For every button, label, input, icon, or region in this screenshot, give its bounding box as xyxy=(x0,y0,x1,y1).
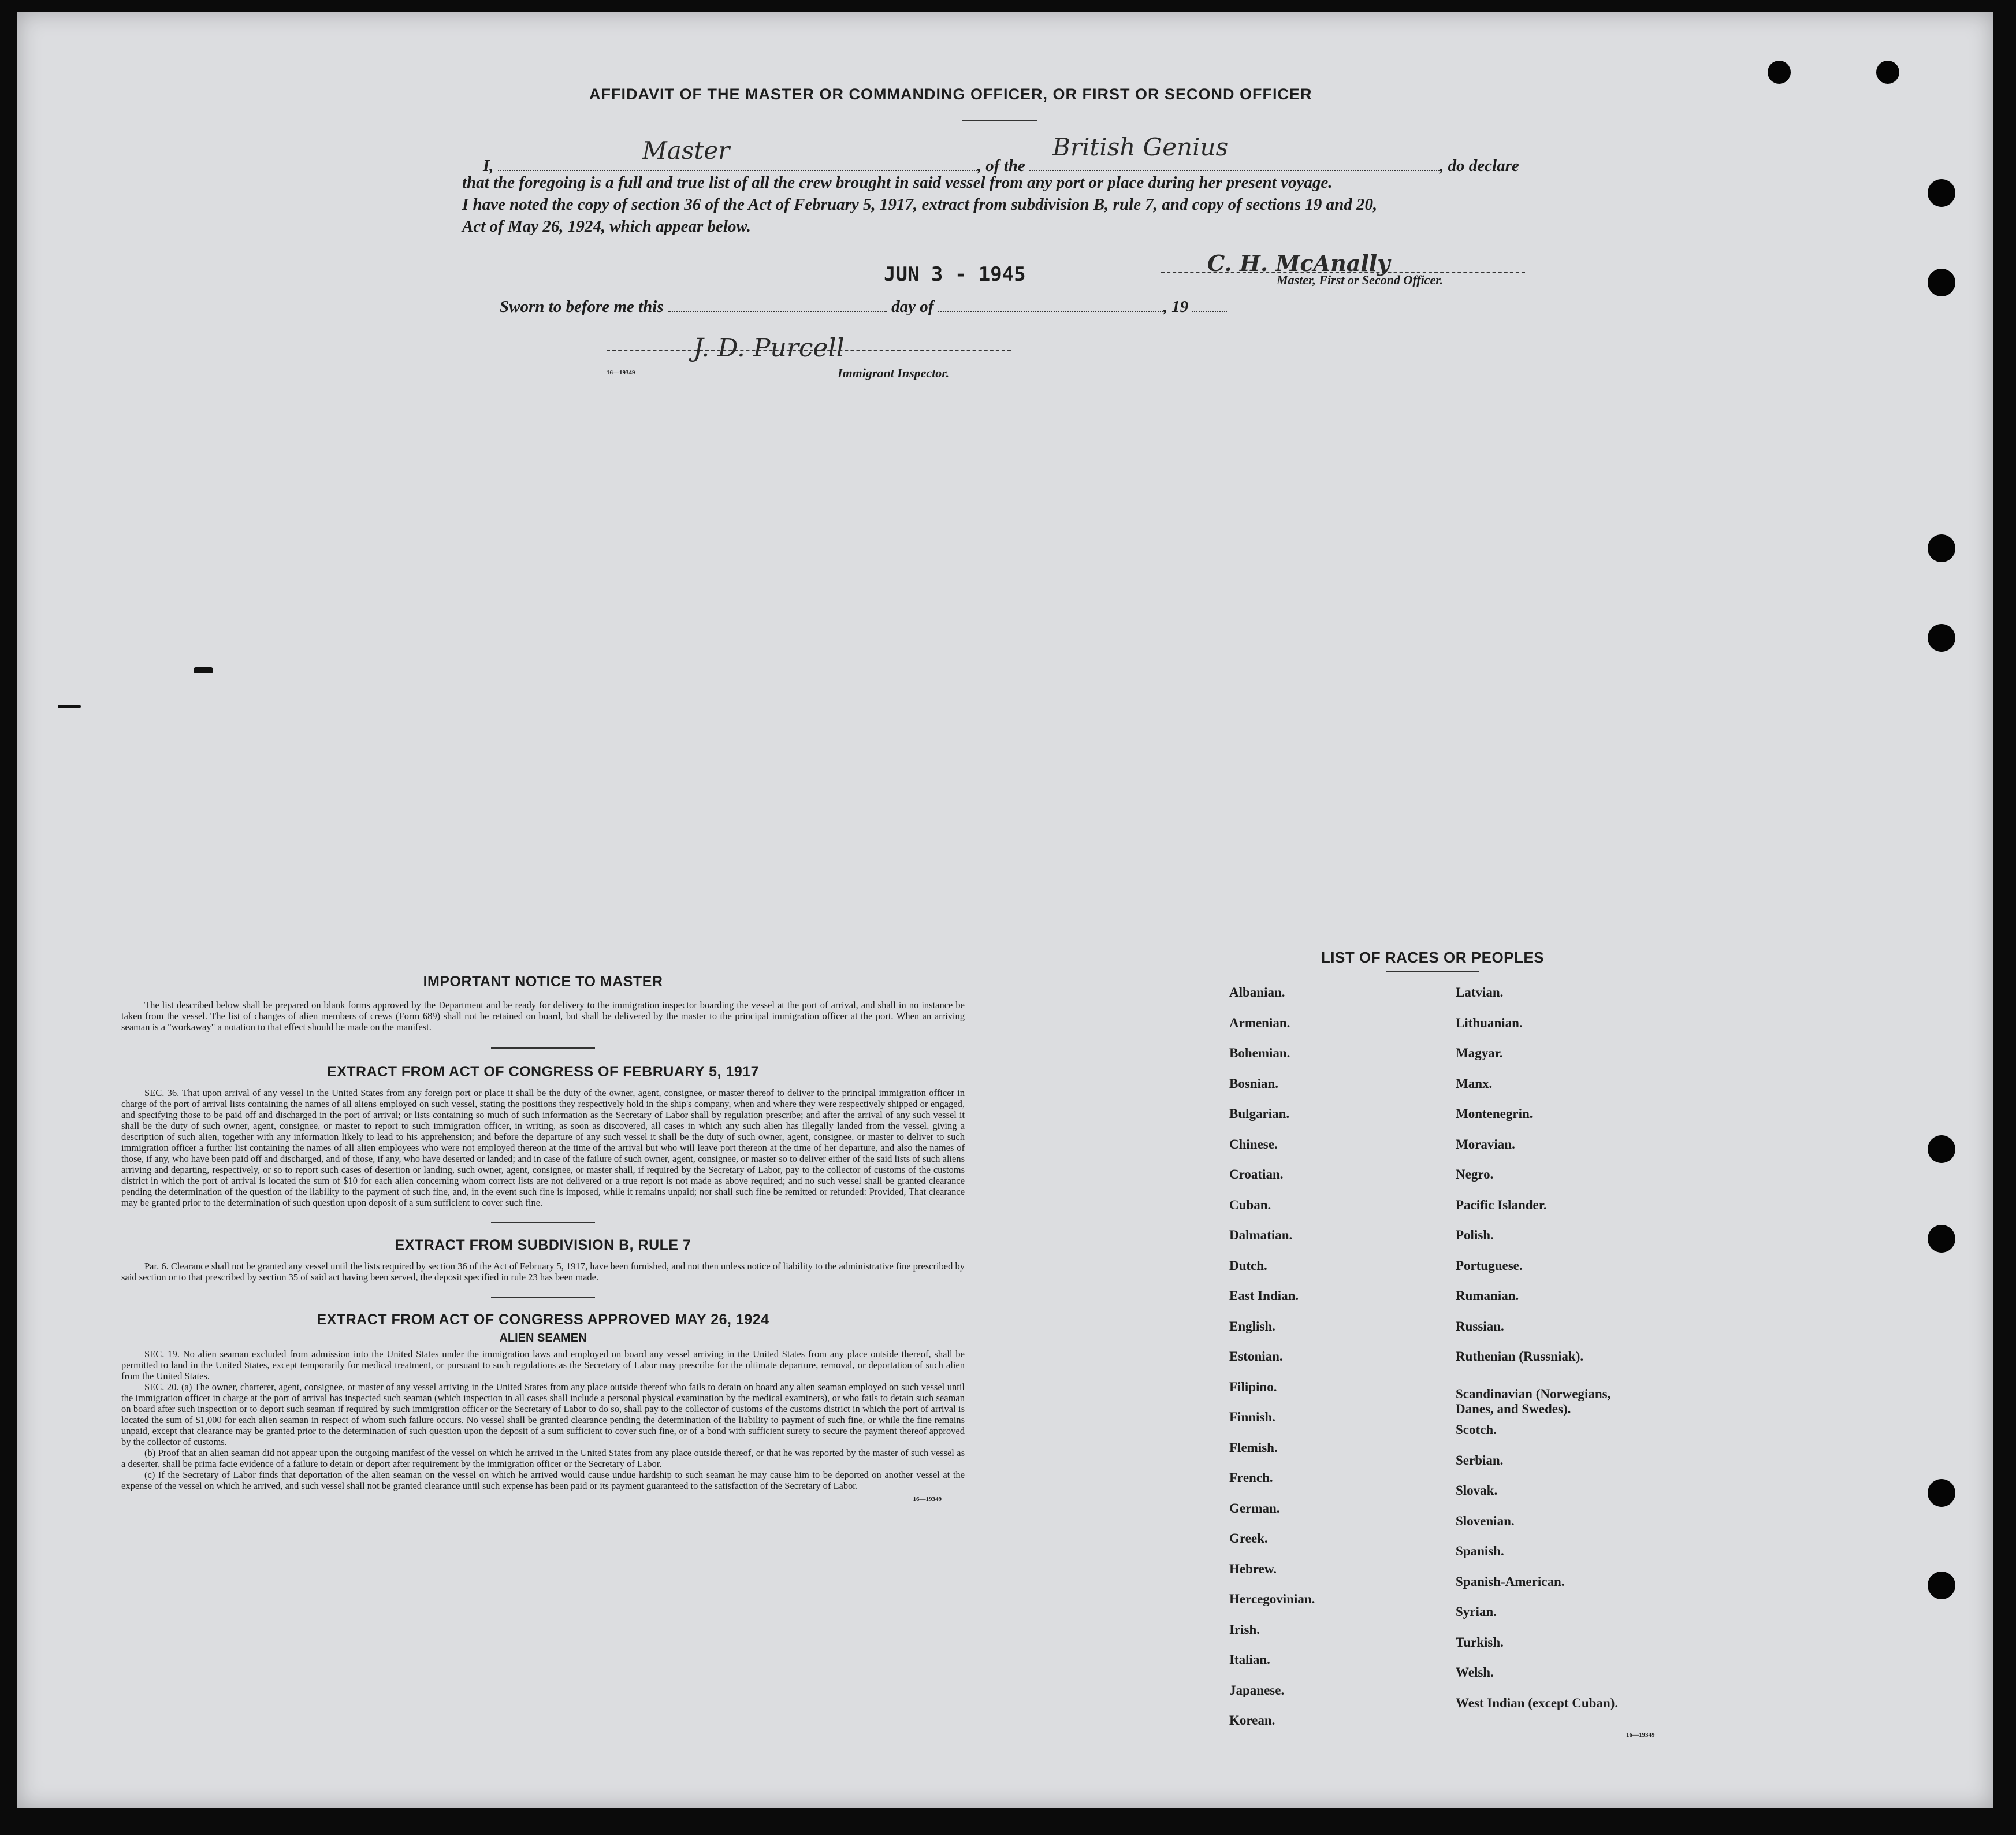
races-form-number: 16—19349 xyxy=(1626,1732,1655,1739)
race-item: Moravian. xyxy=(1456,1136,1515,1151)
punch-hole xyxy=(1928,269,1955,296)
race-item: Finnish. xyxy=(1229,1410,1275,1424)
race-item: Syrian. xyxy=(1456,1604,1497,1619)
document-sheet xyxy=(17,12,1993,1808)
race-item: Chinese. xyxy=(1229,1136,1278,1151)
punch-hole xyxy=(1768,61,1791,84)
race-item: Armenian. xyxy=(1229,1015,1290,1030)
punch-hole xyxy=(1928,1572,1955,1599)
form-number: 16—19349 xyxy=(607,369,635,376)
race-item: Magyar. xyxy=(1456,1046,1503,1060)
master-label: Master, First or Second Officer. xyxy=(1277,273,1444,287)
race-item: French. xyxy=(1229,1470,1273,1485)
race-item: Serbian. xyxy=(1456,1453,1504,1468)
punch-hole xyxy=(1928,179,1955,207)
date-stamp: JUN 3 - 1945 xyxy=(884,263,1026,286)
race-item: Irish. xyxy=(1229,1622,1260,1637)
race-item: Scandinavian (Norwegians, Danes, and Swedes). xyxy=(1456,1386,1611,1416)
race-item: Bulgarian. xyxy=(1229,1106,1290,1121)
title-divider xyxy=(962,120,1037,121)
race-item: West Indian (except Cuban). xyxy=(1456,1695,1619,1710)
scan-mark xyxy=(58,705,81,708)
race-item: Albanian. xyxy=(1229,985,1285,1000)
race-item: Welsh. xyxy=(1456,1665,1494,1680)
race-item: Pacific Islander. xyxy=(1456,1197,1547,1212)
rule-7-title: EXTRACT FROM SUBDIVISION B, RULE 7 xyxy=(395,1237,691,1253)
race-item: Spanish. xyxy=(1456,1544,1504,1558)
race-item: Croatian. xyxy=(1229,1167,1284,1182)
race-item: Slovenian. xyxy=(1456,1513,1515,1528)
race-item: Bosnian. xyxy=(1229,1076,1279,1091)
race-item: Dalmatian. xyxy=(1229,1228,1293,1242)
master-signature-block xyxy=(1161,246,1537,288)
sworn-line xyxy=(500,298,1227,317)
races-divider xyxy=(1386,971,1479,972)
vessel-handwritten: British Genius xyxy=(1052,133,1229,161)
sec-19-text: SEC. 19. No alien seaman excluded from admission into the United States under the immigration laws and employed on board any vessel arriving in the United States from any place outside thereof, shall be permitted to land in the United States, except temporarily for medical treatment, or pursuant to such regulations as the Secretary of Labor may prescribe for the ultimate departure, removal, or deportation of such alien from the United States. xyxy=(121,1349,965,1381)
race-item: Latvian. xyxy=(1456,985,1504,1000)
race-item: Flemish. xyxy=(1229,1440,1278,1455)
race-item: Montenegrin. xyxy=(1456,1106,1533,1121)
affidavit-line-1 xyxy=(483,133,1519,176)
master-signature: C. H. McAnally xyxy=(1207,250,1390,276)
punch-hole xyxy=(1928,534,1955,562)
race-item: Manx. xyxy=(1456,1076,1493,1091)
legal-extracts xyxy=(121,974,965,1503)
race-item: Turkish. xyxy=(1456,1635,1504,1650)
act-1917-text: SEC. 36. That upon arrival of any vessel in the United States from any foreign port or place it shall be the duty of the owner, agent, consignee, or master thereof to deliver to the principal immigration officer in charge of the port of arrival lists containing the names of all aliens employed on such vessel, stating the positions they respectively hold in the ship's company, when and where they were respectively shipped or engaged, and specifying those to be paid off and discharged in the port of arrival; or lists containing so much of such information as the Secretary of Labor shall by regulation prescribe; and after the arrival of any such vessel it shall be the duty of such owner, agent, consignee, or master to report to such immigration officer, in writing, as soon as discovered, all cases in which any such alien has illegally landed from the vessel, giving a description of such alien, together with any information likely to lead to his apprehension; and before the departure of any such vessel it shall be the duty of such owner, agent, consignee, or master to deliver to such immigration officer a further list containing the names of all alien employees who were not employed thereon at the time of the arrival but who will leave port thereon at the time of her departure, and also the names of those, if any, who have been paid off and discharged, and of those, if any, who have deserted or landed; and in case of the failure of such owner, agent, consignee, or master so to deliver either of the said lists of such aliens arriving and departing, respectively, or so to report such cases of desertion or landing, such owner, agent, consignee, or master shall, if required by the Secretary of Labor, pay to the collector of customs of the customs district in which the port of arrival is located the sum of $10 for each alien concerning whom correct lists are not delivered or a true report is not made as above required; and no such vessel shall be granted clearance pending the determination of the question of the liability to the payment of such fine, and, in the event such fine is imposed, while it remains unpaid; nor shall such fine be remitted or refunded: Provided, That clearance may be granted prior to the determination of such question upon deposit of a sum sufficient to cover such fine. xyxy=(121,1087,965,1208)
scan-mark xyxy=(194,667,213,673)
year-label: , 19 xyxy=(1163,298,1189,316)
sec-20b-text: (b) Proof that an alien seaman did not appear upon the outgoing manifest of the vessel on which he arrived in the United States from any place outside thereof, or that he was reported by the master of such vessel as a deserter, shall be prima facie evidence of a failure to detain or deport after requirement by the immigration officer or the Secretary of Labor. xyxy=(121,1447,965,1469)
race-item: East Indian. xyxy=(1229,1288,1299,1303)
i-label: I, xyxy=(483,157,494,175)
notice-title: IMPORTANT NOTICE TO MASTER xyxy=(423,974,663,990)
sec-20a-text: SEC. 20. (a) The owner, charterer, agent, consignee, or master of any vessel arriving in the United States from any place outside thereof who fails to detain on board any alien seaman employed on such vessel until the immigration officer in charge at the port of arrival has inspected such seaman (which inspection in all cases shall include a personal physical examination by the medical examiners), or who fails to detain such seaman on board after such inspection or to deport such seaman if required by such immigration officer or the Secretary of Labor to do so, shall pay to the collector of customs of the customs district in which the port of arrival is located the sum of $1,000 for each alien seaman in respect of whom such failure occurs. No vessel shall be granted clearance pending the determination of the liability to payment of such fine, or while the fine remains unpaid, except that clearance may be granted prior to the determination of such question upon the deposit of a sum sufficient to cover such fine, or of a bond with sufficient surety to secure the payment thereof approved by the collector of customs. xyxy=(121,1381,965,1447)
race-item: Filipino. xyxy=(1229,1379,1277,1394)
do-declare-label: , do declare xyxy=(1440,157,1519,175)
race-item: Korean. xyxy=(1229,1713,1275,1728)
punch-hole xyxy=(1928,1225,1955,1253)
sec-20c-text: (c) If the Secretary of Labor finds that deportation of the alien seaman on the vessel on which he arrived would cause undue hardship to such seaman he may cause him to be deported on another vessel at the expense of the vessel on which he arrived, and such vessel shall not be granted clearance until such expense has been paid or its payment guaranteed to the satisfaction of the Secretary of Labor. xyxy=(121,1469,965,1491)
act-1924-subtitle: ALIEN SEAMEN xyxy=(499,1332,587,1344)
name-handwritten: Master xyxy=(642,136,730,165)
race-item: Dutch. xyxy=(1229,1258,1267,1273)
act-1924-title: EXTRACT FROM ACT OF CONGRESS APPROVED MAY 26, 1924 xyxy=(317,1312,769,1328)
race-item: Italian. xyxy=(1229,1652,1270,1667)
race-item: Bohemian. xyxy=(1229,1046,1290,1060)
race-item: Estonian. xyxy=(1229,1349,1283,1364)
inspector-label: Immigrant Inspector. xyxy=(838,366,950,380)
punch-hole xyxy=(1928,1135,1955,1163)
of-the-label: , of the xyxy=(977,157,1025,175)
race-item: Polish. xyxy=(1456,1228,1494,1242)
race-item: Lithuanian. xyxy=(1456,1015,1523,1030)
race-item: Portuguese. xyxy=(1456,1258,1523,1273)
act-1917-title: EXTRACT FROM ACT OF CONGRESS OF FEBRUARY 5, 1917 xyxy=(326,1064,760,1080)
race-item: Russian. xyxy=(1456,1318,1504,1333)
races-title: LIST OF RACES OR PEOPLES xyxy=(1321,949,1545,966)
notice-text: The list described below shall be prepared on blank forms approved by the Department and be ready for delivery to the immigration inspector boarding the vessel at the port of arrival, and shall in no instance be taken from the vessel. The list of changes of alien members of crews (Form 689) shall not be retained on board, but shall be delivered by the master to the principal immigration officer at the port. When an arriving seaman is a "workaway" a notation to that effect should be made on the manifest. xyxy=(121,1000,965,1032)
punch-hole xyxy=(1876,61,1899,84)
inspector-signature-block xyxy=(607,321,1022,380)
race-item: Greek. xyxy=(1229,1531,1268,1546)
affidavit-line-3: I have noted the copy of section 36 of the Act of February 5, 1917, extract from subdivision B, rule 7, and copy of sections 19 and 20, xyxy=(462,195,1378,214)
race-item: Rumanian. xyxy=(1456,1288,1519,1303)
rule-7-text: Par. 6. Clearance shall not be granted any vessel until the lists required by section 36 of the Act of February 5, 1917, have been furnished, and not then unless notice of liability to the administrative fine prescribed by said section or to that prescribed by section 35 of said act having been served, the deposit specified in rule 23 has been made. xyxy=(121,1261,965,1283)
race-item: Hercegovinian. xyxy=(1229,1592,1315,1606)
race-item: Japanese. xyxy=(1229,1682,1285,1697)
race-item: Spanish-American. xyxy=(1456,1574,1565,1589)
race-item: Hebrew. xyxy=(1229,1561,1277,1576)
inspector-signature: J. D. Purcell xyxy=(693,333,845,363)
punch-hole xyxy=(1928,1479,1955,1507)
punch-hole xyxy=(1928,624,1955,652)
affidavit-line-4: Act of May 26, 1924, which appear below. xyxy=(462,217,751,236)
race-item: English. xyxy=(1229,1318,1275,1333)
sworn-label: Sworn to before me this xyxy=(500,298,664,316)
affidavit-title: AFFIDAVIT OF THE MASTER OR COMMANDING OFFICER, OR FIRST OR SECOND OFFICER xyxy=(589,86,1312,103)
day-of-label: day of xyxy=(891,298,934,316)
race-item: Ruthenian (Russniak). xyxy=(1456,1349,1584,1364)
race-item: German. xyxy=(1229,1500,1280,1515)
affidavit-line-2: that the foregoing is a full and true list of all the crew brought in said vessel from any port or place during her present voyage. xyxy=(462,173,1333,192)
race-item: Slovak. xyxy=(1456,1483,1498,1498)
race-item: Negro. xyxy=(1456,1167,1494,1182)
act-1924-form-number: 16—19349 xyxy=(913,1496,942,1503)
race-item: Cuban. xyxy=(1229,1197,1271,1212)
race-item: Scotch. xyxy=(1456,1422,1497,1437)
